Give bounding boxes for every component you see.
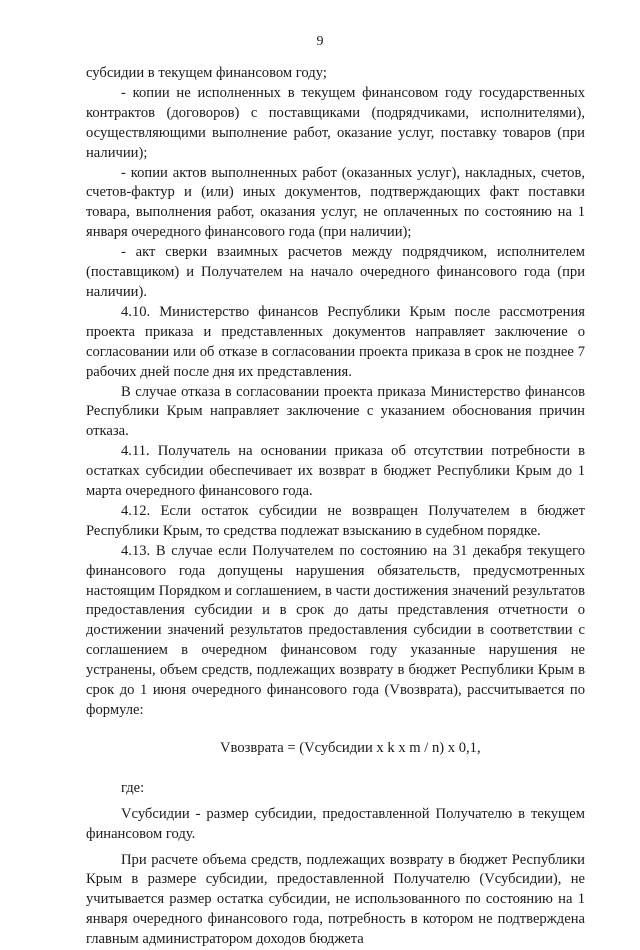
- paragraph: В случае отказа в согласовании проекта приказа Министерство финансов Республики Крым направляет заключение с указанием обоснования причин отказа.: [86, 383, 585, 440]
- paragraph: 4.10. Министерство финансов Республики Крым после рассмотрения проекта приказа и представленных документов направляет заключение о согласовании или об отказе в согласовании проекта приказа в срок не позднее 7 рабочих дней после дня их представления.: [86, 303, 585, 380]
- paragraph: 4.12. Если остаток субсидии не возвращен Получателем в бюджет Республики Крым, то средства подлежат взысканию в судебном порядке.: [86, 502, 585, 539]
- paragraph: При расчете объема средств, подлежащих возврату в бюджет Республики Крым в размере субсидии, предоставленной Получателю (Vсубсидии), не учитывается размер остатка субсидии, не использованного по состоянию на 1 января очередного финансового года, потребность в котором не подтверждена главным администратором доходов бюджета: [86, 851, 585, 948]
- paragraph: - акт сверки взаимных расчетов между подрядчиком, исполнителем (поставщиком) и Получателем на начало очередного финансового года (при наличии).: [86, 244, 585, 300]
- paragraph: Vсубсидии - размер субсидии, предоставленной Получателю в текущем финансовом году.: [86, 805, 585, 842]
- paragraph: субсидии в текущем финансовом году;: [86, 65, 327, 81]
- document-body: [86, 64, 585, 950]
- paragraph: - копии не исполненных в текущем финансовом году государственных контрактов (договоров) с поставщиками (подрядчиками, исполнителями), осуществляющими выполнение работ, оказание услуг, поставку товаров (при наличии);: [86, 84, 585, 161]
- paragraph: 4.13. В случае если Получателем по состоянию на 31 декабря текущего финансового года допущены нарушения обязательств, предусмотренных настоящим Порядком и соглашением, в части достижения значений результатов предоставления субсидии и в срок до даты представления отчетности о достижении значений результатов предоставления субсидии в соответствии с соглашением в очередном финансовом году указанные нарушения не устранены, объем средств, подлежащих возврату в бюджет Республики Крым в срок до 1 июня очередного финансового года (Vвозврата), рассчитывается по формуле:: [86, 542, 585, 718]
- paragraph: - копии актов выполненных работ (оказанных услуг), накладных, счетов, счетов-фактур и (или) иных документов, подтверждающих факт поставки товара, выполнения работ, оказания услуг, не оплаченных по состоянию на 1 января очередного финансового года (при наличии);: [86, 164, 585, 241]
- where-label: где:: [121, 779, 145, 796]
- formula: Vвозврата = (Vсубсидии x k x m / n) x 0,1,: [220, 739, 481, 756]
- page-number: 9: [316, 34, 324, 49]
- paragraph: 4.11. Получатель на основании приказа об отсутствии потребности в остатках субсидии обеспечивает их возврат в бюджет Республики Крым до 1 марта очередного финансового года.: [86, 443, 585, 500]
